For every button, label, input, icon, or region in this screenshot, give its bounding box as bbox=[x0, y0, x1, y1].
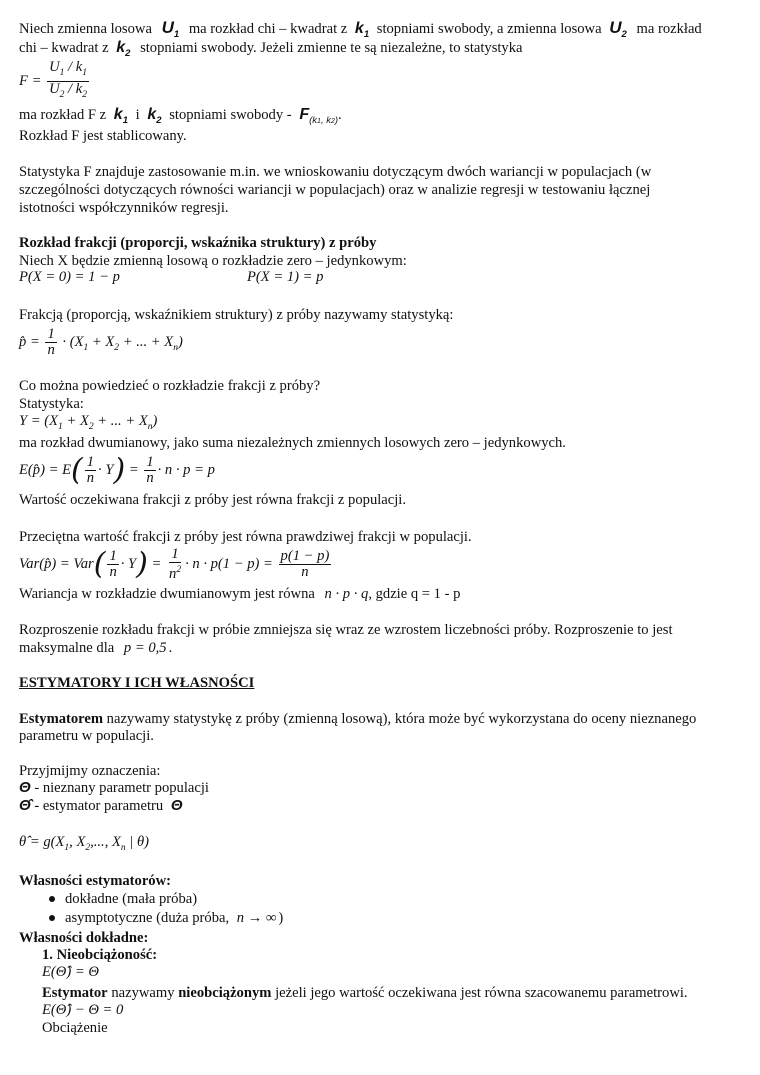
f-tabulated: Rozkład F jest stablicowany. bbox=[19, 128, 187, 144]
f-usage-2: szczególności dotyczących równości wariancji w populacjach) oraz w analizie regresji w testowaniu łącznej bbox=[19, 182, 651, 198]
section-title-fraction: Rozkład frakcji (proporcji, wskaźnika struktury) z próby bbox=[19, 235, 377, 251]
unbiased-definition: Estymator nazywamy nieobciążonym jeżeli jego wartość oczekiwana jest równa szacowanemu parametrowi. bbox=[42, 985, 688, 1001]
unbiasedness-item: 1. Nieobciążoność: bbox=[42, 947, 158, 963]
f-dof-line: ma rozkład F z $k_1$ i $k_2$ stopniami swobody - $F_{(k1, k2)}$. bbox=[19, 106, 342, 126]
bias-zero-formula: E(Θ̂) − Θ = 0 bbox=[42, 1002, 124, 1018]
bullet-icon bbox=[49, 915, 55, 921]
zero-one-intro: Niech X będzie zmienną losową o rozkładzie zero – jedynkowym: bbox=[19, 253, 407, 269]
notation-theta-hat: Θ̂ - estymator parametru Θ bbox=[19, 797, 183, 814]
expected-value-formula: E(p̂) = E( $\frac{1}{n}$ · Y) = $\frac{1}{n}$ · n · p = p bbox=[19, 452, 215, 488]
statistic-label: Statystyka: bbox=[19, 396, 84, 412]
unbiasedness-formula: E(Θ̂) = Θ bbox=[42, 964, 99, 980]
mean-value-text: Przeciętna wartość frakcji z próby jest równa prawdziwej frakcji w populacji. bbox=[19, 529, 472, 545]
property-asymptotic: asymptotyczne (duża próba, n → ∞ ) bbox=[65, 910, 284, 926]
expected-value-text: Wartość oczekiwana frakcji z próby jest równa frakcji z populacji. bbox=[19, 492, 407, 508]
notation-theta: Θ - nieznany parametr populacji bbox=[19, 779, 209, 796]
dispersion-text-2: maksymalne dla p = 0,5 . bbox=[19, 640, 173, 656]
estimator-properties-title: Własności estymatorów: bbox=[19, 873, 171, 889]
f-distribution-symbol: $F_{(k1, k2)}$ bbox=[299, 106, 339, 126]
property-exact: dokładne (mała próba) bbox=[65, 891, 198, 907]
variance-binomial-text: Wariancja w rozkładzie dwumianowym jest równa n · p · q, gdzie q = 1 - p bbox=[19, 586, 461, 602]
bias-label: Obciążenie bbox=[42, 1020, 108, 1036]
eq-p-x0: P(X = 0) = 1 − p bbox=[19, 269, 120, 285]
var-u2: $U_2$ bbox=[609, 18, 627, 40]
estimator-definition-1: Estymatorem nazywamy statystykę z próby (zmienną losową), która może być wykorzystana do oceny nieznanego bbox=[19, 711, 697, 727]
var-k2: $k_2$ bbox=[116, 39, 131, 59]
intro-line-1: Niech zmienna losowa $U_1$ ma rozkład chi – kwadrat z $k_1$ stopniami swobody, a zmienna losowa $U_2$ ma rozkład bbox=[19, 18, 702, 40]
fraction-formula: p̂ = $\frac{1}{n}$ · ($X_1 + X_2$ + ... + $X_n$) bbox=[19, 326, 183, 359]
estimator-definition-2: parametru w populacji. bbox=[19, 728, 154, 744]
f-usage-3: istotności współczynników regresji. bbox=[19, 200, 229, 216]
var-k1: $k_1$ bbox=[354, 20, 370, 40]
eq-p-x1: P(X = 1) = p bbox=[247, 269, 324, 285]
question-line: Co można powiedzieć o rozkładzie frakcji z próby? bbox=[19, 378, 321, 394]
dispersion-text-1: Rozproszenie rozkładu frakcji w próbie zmniejsza się wraz ze wzrostem liczebności próby. Rozproszenie to jest bbox=[19, 622, 673, 638]
exact-properties-title: Własności dokładne: bbox=[19, 930, 149, 946]
notation-label: Przyjmijmy oznaczenia: bbox=[19, 763, 161, 779]
intro-line-2: chi – kwadrat z $k_2$ stopniami swobody. Jeżeli zmienne te są niezależne, to statystyka bbox=[19, 39, 523, 59]
estimator-function-formula: θ̂ = $g(X_1$, $X_2$,..., $X_n$ | θ) bbox=[19, 834, 150, 853]
fraction-definition: Frakcją (proporcją, wskaźnikiem struktury) z próby nazywamy statystyką: bbox=[19, 307, 454, 323]
bullet-icon bbox=[49, 896, 55, 902]
section-title-estimators: ESTYMATORY I ICH WŁASNOŚCI bbox=[19, 675, 255, 691]
f-usage-1: Statystyka F znajduje zastosowanie m.in. we wnioskowaniu dotyczącym dwóch wariancji w populacjach (w bbox=[19, 164, 652, 180]
var-u1: $U_1$ bbox=[161, 18, 180, 40]
variance-formula: Var(p̂) = Var( $\frac{1}{n}$ · Y) = $\frac{1}{n^2}$ · n · p(1 − p) = $\frac{p(1 - p)}{n}$ bbox=[19, 546, 330, 583]
binomial-note: ma rozkład dwumianowy, jako suma niezależnych zmiennych losowych zero – jedynkowych. bbox=[19, 435, 566, 451]
y-sum-formula: $Y = (X_1 + X_2$ + ... + $X_n$) bbox=[19, 413, 158, 432]
f-statistic-formula: F = $\frac{U_1 / k_1}{U_2 / k_2}$ bbox=[19, 59, 87, 100]
